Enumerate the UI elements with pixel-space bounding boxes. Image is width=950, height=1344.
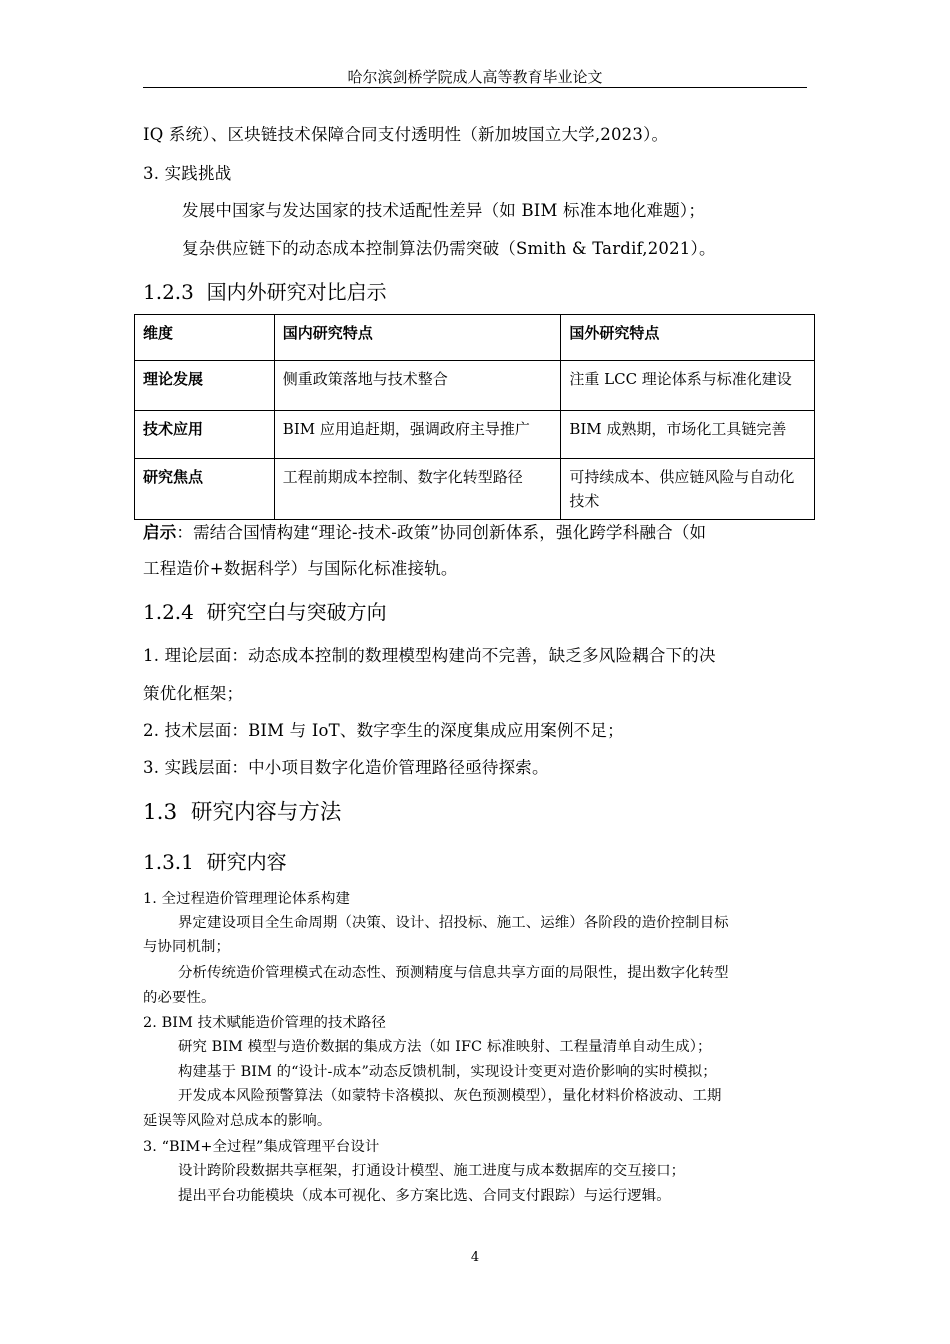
content-item-1-p1-line-2: 与协同机制；	[143, 939, 230, 955]
content-item-1-p2-line-2: 的必要性。	[143, 990, 216, 1006]
content-item-3-p2: 提出平台功能模块（成本可视化、多方案比选、合同支付跟踪）与运行逻辑。	[178, 1188, 671, 1204]
section-title: 研究空白与突破方向	[206, 600, 387, 624]
content-item-2-p2: 构建基于 BIM 的“设计-成本”动态反馈机制，实现设计变更对造价影响的实时模拟；	[178, 1064, 717, 1080]
intro-line: IQ 系统）、区块链技术保障合同支付透明性（新加坡国立大学,2023）。	[143, 125, 669, 144]
content-item-1-title: 1. 全过程造价管理理论体系构建	[143, 891, 350, 907]
section-number: 1.3	[143, 800, 178, 825]
table-cell: 注重 LCC 理论体系与标准化建设	[561, 361, 815, 411]
table-header-cell: 国外研究特点	[561, 315, 815, 361]
section-title: 国内外研究对比启示	[206, 280, 387, 304]
content-item-2-p3-line-1: 开发成本风险预警算法（如蒙特卡洛模拟、灰色预测模型），量化材料价格波动、工期	[178, 1088, 722, 1104]
insight-text: ：需结合国情构建“理论-技术-政策”协同创新体系，强化跨学科融合（如	[176, 523, 707, 542]
content-item-2-p1: 研究 BIM 模型与造价数据的集成方法（如 IFC 标准映射、工程量清单自动生成）；	[178, 1039, 712, 1055]
content-item-1-p2-line-1: 分析传统造价管理模式在动态性、预测精度与信息共享方面的局限性，提出数字化转型	[178, 965, 729, 981]
table-cell: 侧重政策落地与技术整合	[274, 361, 561, 411]
table-cell: 工程前期成本控制、数字化转型路径	[274, 459, 561, 520]
table-cell: 技术应用	[135, 411, 275, 459]
content-item-3-p1: 设计跨阶段数据共享框架，打通设计模型、施工进度与成本数据库的交互接口；	[178, 1163, 686, 1179]
table-header-cell: 国内研究特点	[274, 315, 561, 361]
content-item-2-title: 2. BIM 技术赋能造价管理的技术路径	[143, 1015, 386, 1031]
section-heading-1-2-4	[143, 596, 387, 625]
table-cell: BIM 应用追赶期，强调政府主导推广	[274, 411, 561, 459]
section-number: 1.2.3	[143, 280, 194, 304]
section-heading-1-3	[143, 795, 341, 826]
gap-item-1-line-2: 策优化框架；	[143, 684, 244, 703]
challenge-line-1: 发展中国家与发达国家的技术适配性差异（如 BIM 标准本地化难题）；	[182, 201, 706, 220]
table-cell: 理论发展	[135, 361, 275, 411]
section-title: 研究内容与方法	[190, 800, 342, 825]
gap-item-2: 2. 技术层面：BIM 与 IoT、数字孪生的深度集成应用案例不足；	[143, 721, 624, 740]
table-header-cell: 维度	[135, 315, 275, 361]
header-rule	[143, 87, 807, 88]
insight-line-1	[143, 519, 706, 543]
section-heading-1-2-3	[143, 276, 387, 305]
challenge-line-2: 复杂供应链下的动态成本控制算法仍需突破（Smith & Tardif,2021）。	[182, 239, 716, 258]
page-number: 4	[470, 1250, 480, 1265]
content-item-3-title: 3. “BIM+全过程”集成管理平台设计	[143, 1139, 380, 1155]
content-item-2-p3-line-2: 延误等风险对总成本的影响。	[143, 1113, 332, 1129]
table-row	[135, 411, 815, 459]
content-item-1-p1-line-1: 界定建设项目全生命周期（决策、设计、招投标、施工、运维）各阶段的造价控制目标	[178, 915, 729, 931]
page-header: 哈尔滨剑桥学院成人高等教育毕业论文	[347, 68, 603, 86]
table-cell: BIM 成熟期，市场化工具链完善	[561, 411, 815, 459]
table-row	[135, 361, 815, 411]
section-number: 1.3.1	[143, 850, 194, 874]
section-heading-1-3-1	[143, 846, 287, 875]
challenge-heading: 3. 实践挑战	[143, 164, 232, 183]
table-header-row	[135, 315, 815, 361]
gap-item-3: 3. 实践层面：中小项目数字化造价管理路径亟待探索。	[143, 758, 549, 777]
table-row	[135, 459, 815, 520]
gap-item-1-line-1: 1. 理论层面：动态成本控制的数理模型构建尚不完善，缺乏多风险耦合下的决	[143, 646, 716, 665]
table-cell: 可持续成本、供应链风险与自动化技术	[561, 459, 815, 520]
section-number: 1.2.4	[143, 600, 194, 624]
comparison-table	[134, 314, 815, 520]
insight-line-2: 工程造价+数据科学）与国际化标准接轨。	[143, 559, 458, 578]
section-title: 研究内容	[206, 850, 287, 874]
insight-label: 启示	[143, 523, 177, 542]
table-cell: 研究焦点	[135, 459, 275, 520]
